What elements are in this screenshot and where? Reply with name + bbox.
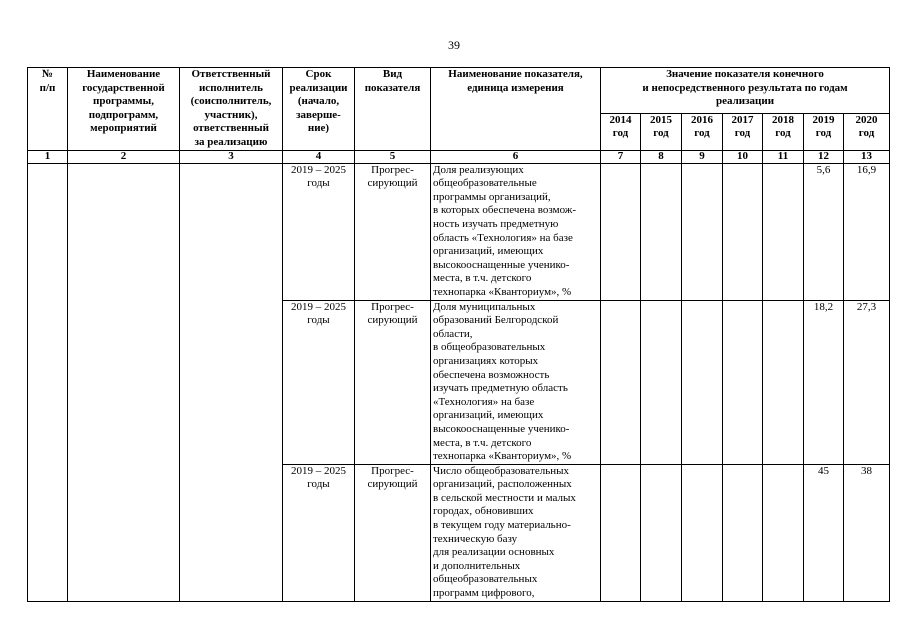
- page-number: 39: [448, 38, 460, 52]
- cell-value-2016: [682, 163, 723, 300]
- cell-value-2019: 18,2: [804, 300, 844, 464]
- cell-value-2017: [723, 464, 763, 601]
- header-executor: Ответственный исполнитель (соисполнитель, участник), ответственный за реализацию: [180, 68, 283, 151]
- column-number: 10: [723, 150, 763, 163]
- column-number: 7: [601, 150, 641, 163]
- header-indicator-name: Наименование показателя, единица измерения: [431, 68, 601, 151]
- column-number: 5: [355, 150, 431, 163]
- cell-executor: [180, 163, 283, 601]
- cell-indicator-type: Прогрес- сирующий: [355, 300, 431, 464]
- column-number: 13: [844, 150, 890, 163]
- cell-value-2019: 45: [804, 464, 844, 601]
- cell-num: [28, 163, 68, 601]
- header-values-group: Значение показателя конечного и непосредственного результата по годам реализации: [601, 68, 890, 114]
- cell-indicator-type: Прогрес- сирующий: [355, 163, 431, 300]
- header-year: 2016 год: [682, 113, 723, 150]
- indicators-table: [27, 67, 890, 602]
- cell-value-2015: [641, 300, 682, 464]
- column-number: 3: [180, 150, 283, 163]
- cell-term: 2019 – 2025 годы: [283, 464, 355, 601]
- cell-value-2017: [723, 163, 763, 300]
- column-numbers-row: [28, 150, 890, 163]
- cell-value-2019: 5,6: [804, 163, 844, 300]
- header-year: 2017 год: [723, 113, 763, 150]
- cell-value-2015: [641, 163, 682, 300]
- cell-indicator-type: Прогрес- сирующий: [355, 464, 431, 601]
- column-number: 12: [804, 150, 844, 163]
- cell-value-2018: [763, 163, 804, 300]
- cell-value-2014: [601, 300, 641, 464]
- cell-value-2014: [601, 464, 641, 601]
- cell-value-2018: [763, 464, 804, 601]
- cell-value-2020: 16,9: [844, 163, 890, 300]
- header-term: Срок реализации (начало, заверше- ние): [283, 68, 355, 151]
- header-year: 2015 год: [641, 113, 682, 150]
- header-row: [28, 68, 890, 114]
- cell-value-2016: [682, 464, 723, 601]
- cell-term: 2019 – 2025 годы: [283, 163, 355, 300]
- cell-value-2018: [763, 300, 804, 464]
- cell-value-2014: [601, 163, 641, 300]
- table-row: [28, 163, 890, 300]
- column-number: 6: [431, 150, 601, 163]
- cell-value-2017: [723, 300, 763, 464]
- cell-indicator-name: Доля муниципальных образований Белгородской области, в общеобразовательных организациях которых обеспечена возможность изучать предметную область «Технология» на базе организаций, имеющих высокооснащенные ученико- места, в т.ч. детского технопарка «Кванториум», %: [431, 300, 601, 464]
- header-program-name: Наименование государственной программы, подпрограмм, мероприятий: [68, 68, 180, 151]
- cell-value-2016: [682, 300, 723, 464]
- cell-indicator-name: Доля реализующих общеобразовательные программы организаций, в которых обеспечена возмож- ность изучать предметную область «Технология» на базе организаций, имеющих высокооснащенные ученико- места, в т.ч. детского технопарка «Кванториум», %: [431, 163, 601, 300]
- cell-value-2020: 27,3: [844, 300, 890, 464]
- header-year: 2018 год: [763, 113, 804, 150]
- cell-term: 2019 – 2025 годы: [283, 300, 355, 464]
- header-indicator-type: Вид показателя: [355, 68, 431, 151]
- cell-program-name: [68, 163, 180, 601]
- column-number: 4: [283, 150, 355, 163]
- column-number: 11: [763, 150, 804, 163]
- cell-value-2015: [641, 464, 682, 601]
- column-number: 1: [28, 150, 68, 163]
- column-number: 9: [682, 150, 723, 163]
- header-year: 2019 год: [804, 113, 844, 150]
- header-year: 2020 год: [844, 113, 890, 150]
- column-number: 2: [68, 150, 180, 163]
- cell-indicator-name: Число общеобразовательных организаций, расположенных в сельской местности и малых городах, обновивших в текущем году материально- техническую базу для реализации основных и дополнительных общеобразовательных программ цифрового,: [431, 464, 601, 601]
- header-num: № п/п: [28, 68, 68, 151]
- column-number: 8: [641, 150, 682, 163]
- cell-value-2020: 38: [844, 464, 890, 601]
- header-year: 2014 год: [601, 113, 641, 150]
